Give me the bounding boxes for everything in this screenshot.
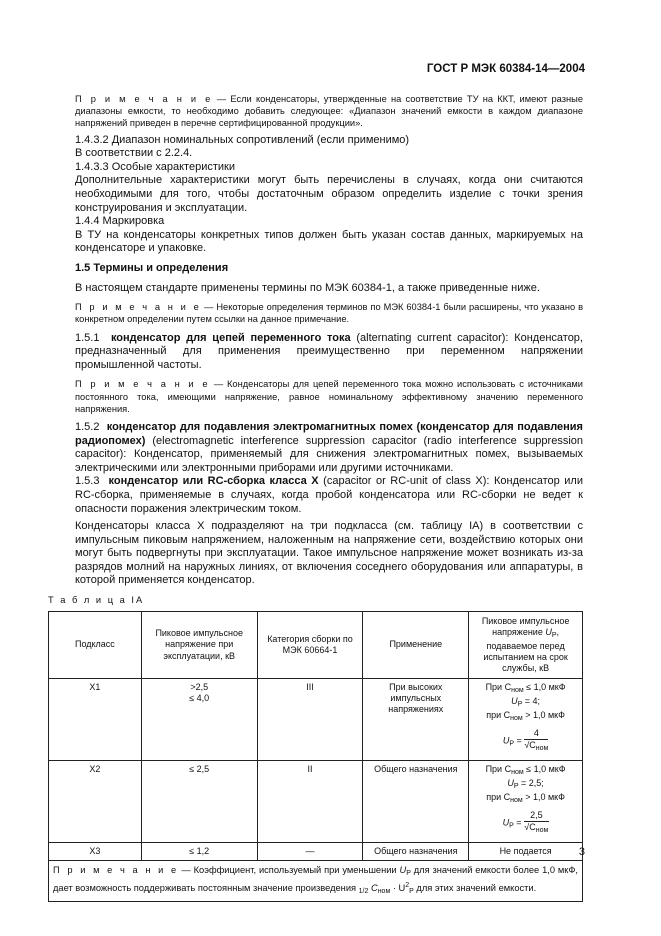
table-ia	[48, 611, 583, 902]
cell-application: При высоких импульсных напряжениях	[363, 679, 469, 761]
clause-1432-text: В соответствии с 2.2.4.	[75, 147, 193, 160]
note-paragraph	[75, 301, 583, 325]
clause-number: 1.5.1	[75, 331, 100, 344]
term: конденсатор для цепей переменного тока	[110, 331, 351, 344]
header-application: Применение	[363, 612, 469, 679]
document-body	[48, 93, 584, 902]
cell-voltage: ≤ 1,2	[141, 843, 257, 861]
clause-number: 1.5.2	[75, 420, 100, 433]
note-text: — Конденсаторы для цепей переменного тока можно использовать с источниками постоянного тока, имеющими напряжение, равное номинальному эффективному значению переменного напряжения.	[75, 379, 584, 414]
note-text: — Некоторые определения терминов по МЭК 60384-1 были расширены, что указано в конкретном определении путем ссылки на данное примечание.	[75, 302, 584, 325]
clause-1433-text: Дополнительные характеристики могут быть перечислены в случаях, когда они считаются необходимыми для того, чтобы достаточным образом определить изделие с точки зрения конструирования и эксплуатации.	[75, 174, 583, 214]
header-peak-voltage: Пиковое импульсное напряжение при эксплуатации, кВ	[141, 612, 257, 679]
clause-152	[75, 421, 583, 475]
section-title: 1.5 Термины и определения	[75, 261, 229, 274]
term: конденсатор или RC-сборка класса X	[108, 475, 319, 488]
cell-voltage: >2,5 ≤ 4,0	[141, 679, 257, 761]
header-test-voltage: Пиковое импульсное напряжение $U_P$, подаваемое перед испытанием на срок службы, кВ	[469, 612, 583, 679]
clause-number: 1.5.3	[75, 475, 100, 488]
clause-15-text: В настоящем стандарте применены термины по МЭК 60384-1, а также приведенные ниже.	[75, 281, 540, 294]
table-note-row	[49, 861, 583, 902]
class-x-paragraph: Конденсаторы класса X подразделяют на три подкласса (см. таблицу IA) в соответствии с импульсным пиковым напряжением, наложенным на напряжение сети, воздействию которых они могут быть подвергнуты при эксплуатации. Такое импульсное напряжение может возникать из-за разрядов молний на наружных линиях, от включения соседнего оборудования или аппаратуры, в которой применяется конденсатор.	[75, 520, 583, 587]
table-note: П р и м е ч а н и е — Коэффициент, используемый при уменьшении $U_P$ для значений емкости более 1,0 мкФ, дает возможность поддерживать постоянным значение произведения $_{1/2}$ $C_{ном} \cdot U^2_P$ для этих значений емкости.	[49, 861, 583, 902]
cell-formula: При $C_{ном} \le 1,0$ мкФ $U_P = 4$; при $C_{ном} > 1,0$ мкФ $U_P$ = $\frac{4}{√C_{ном}}$	[469, 679, 583, 761]
definition: (capacitor or RC-unit of class X): Конденсатор или RC-сборка, применяемые в случаях, когда пробой конденсатора или RC-сборки не ведет к опасности поражения электрическим током.	[75, 475, 583, 515]
note-label: П р и м е ч а н и е	[75, 302, 202, 313]
table-row	[49, 679, 583, 761]
clause-151	[75, 332, 583, 373]
table-caption: Т а б л и ц а IA	[48, 595, 145, 606]
clause-144-text: В ТУ на конденсаторы конкретных типов должен быть указан состав данных, маркируемых на конденсаторе и упаковке.	[75, 228, 583, 255]
clause-1432: 1.4.3.2 Диапазон номинальных сопротивлений (если применимо)	[75, 133, 410, 146]
note-text: — Если конденсаторы, утвержденные на соответствие ТУ на ККТ, имеют разные диапазоны емкости, то необходимо добавить следующее: «Диапазон значений емкости в каждом диапазоне напряжений приведен в перечне сертифицированной продукции».	[75, 94, 584, 129]
note-paragraph	[75, 93, 583, 130]
table-row	[49, 843, 583, 861]
note-label: П р и м е ч а н и е	[53, 865, 179, 876]
page-number: 3	[578, 846, 585, 858]
cell-subclass: X1	[49, 679, 142, 761]
fraction: $\frac{4}{√C_{ном}}$	[524, 727, 549, 752]
fraction: $\frac{2,5}{√C_{ном}}$	[524, 809, 549, 834]
clause-1433: 1.4.3.3 Особые характеристики	[75, 160, 235, 173]
cell-voltage: ≤ 2,5	[141, 761, 257, 843]
note-paragraph	[75, 378, 583, 415]
clause-153	[75, 475, 583, 516]
cell-subclass: X3	[49, 843, 142, 861]
header-subclass: Подкласс	[49, 612, 142, 679]
section-heading-15	[75, 262, 583, 276]
cell-category: III	[257, 679, 363, 761]
cell-category: —	[257, 843, 363, 861]
header-category: Категория сборки по МЭК 60664-1	[257, 612, 363, 679]
cell-application: Общего назначения	[363, 843, 469, 861]
note-label: П р и м е ч а н и е	[75, 379, 210, 390]
clause-144: 1.4.4 Маркировка	[75, 215, 165, 228]
cell-category: II	[257, 761, 363, 843]
definition: (electromagnetic interference suppression capacitor (radio interference suppression capacitor): Конденсатор, применяемый для снижения электромагнитных помех, вызываемых электрическими или электронными приборами или другими источниками.	[75, 434, 583, 474]
table-header-row	[49, 612, 583, 679]
table-row	[49, 761, 583, 843]
term: конденсатор для подавления электромагнитных помех (конденсатор для подавления радиопомех)	[75, 420, 583, 447]
definition: (alternating current capacitor): Конденсатор, предназначенный для применения преимущественно при переменном напряжении промышленной частоты.	[75, 331, 583, 371]
cell-value: Не подается	[469, 843, 583, 861]
cell-subclass: X2	[49, 761, 142, 843]
note-label: П р и м е ч а н и е	[75, 94, 213, 104]
document-header: ГОСТ Р МЭК 60384-14—2004	[426, 63, 585, 75]
cell-formula: При $C_{ном} \le 1,0$ мкФ $U_P = 2,5$; при $C_{ном} > 1,0$ мкФ $U_P$ = $\frac{2,5}{√C_{ном}}$	[469, 761, 583, 843]
cell-application: Общего назначения	[363, 761, 469, 843]
